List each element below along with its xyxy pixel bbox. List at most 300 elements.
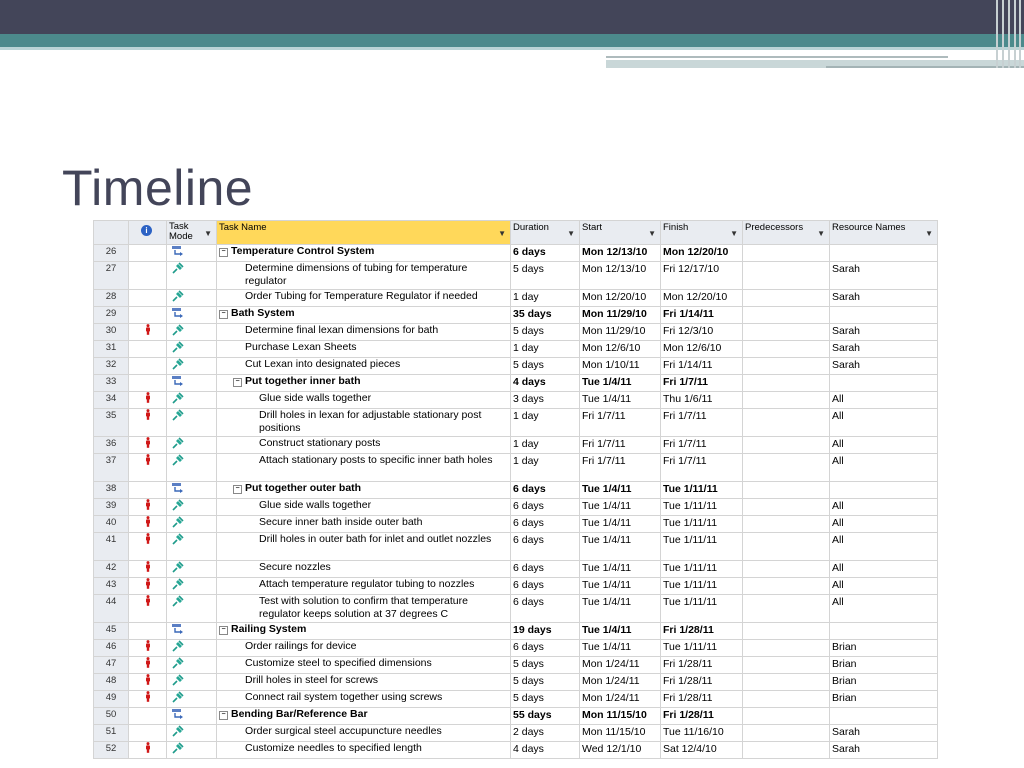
indicator-cell[interactable] [129,691,167,708]
task-name-cell[interactable] [217,409,511,437]
task-row[interactable] [94,623,938,640]
duration-cell[interactable]: 5 days [511,262,580,290]
resource-names-header[interactable]: Resource Names ▼ [830,221,938,245]
task-id[interactable]: 50 [94,708,129,725]
finish-cell[interactable]: Fri 12/17/10 [661,262,743,290]
indicator-cell[interactable] [129,392,167,409]
start-cell[interactable]: Tue 1/4/11 [580,640,661,657]
task-row[interactable] [94,561,938,578]
task-name-text: Connect rail system together using screws [245,691,443,703]
indicator-cell[interactable] [129,640,167,657]
task-row[interactable] [94,595,938,623]
predecessors-cell[interactable] [743,454,830,482]
indicator-cell[interactable] [129,454,167,482]
task-name-cell[interactable] [217,358,511,375]
indicator-cell[interactable] [129,742,167,759]
start-cell[interactable]: Tue 1/4/11 [580,623,661,640]
resource-names-cell[interactable]: Sarah [830,341,938,358]
indicator-cell[interactable] [129,290,167,307]
indicator-cell[interactable] [129,358,167,375]
finish-cell[interactable]: Fri 1/28/11 [661,708,743,725]
duration-cell[interactable]: 2 days [511,725,580,742]
duration-cell[interactable]: 6 days [511,516,580,533]
task-row[interactable] [94,742,938,759]
duration-cell[interactable]: 5 days [511,358,580,375]
task-row[interactable] [94,437,938,454]
task-id[interactable]: 36 [94,437,129,454]
indicator-cell[interactable] [129,623,167,640]
task-row[interactable] [94,691,938,708]
finish-cell[interactable]: Mon 12/20/10 [661,290,743,307]
indicator-cell[interactable] [129,324,167,341]
task-id[interactable]: 38 [94,482,129,499]
predecessors-cell[interactable] [743,640,830,657]
task-id[interactable]: 46 [94,640,129,657]
task-mode-cell[interactable] [167,561,217,578]
start-cell[interactable]: Tue 1/4/11 [580,375,661,392]
task-id[interactable]: 51 [94,725,129,742]
predecessors-cell[interactable] [743,341,830,358]
task-id[interactable]: 47 [94,657,129,674]
resource-names-cell[interactable]: All [830,533,938,561]
task-mode-cell[interactable] [167,262,217,290]
resource-names-cell[interactable] [830,708,938,725]
resource-names-cell[interactable]: Brian [830,657,938,674]
task-id[interactable]: 34 [94,392,129,409]
task-name-cell[interactable] [217,392,511,409]
finish-header[interactable]: Finish ▼ [661,221,743,245]
duration-cell[interactable]: 4 days [511,375,580,392]
task-name-cell[interactable] [217,578,511,595]
task-mode-cell[interactable] [167,392,217,409]
task-row[interactable] [94,324,938,341]
start-cell[interactable]: Mon 12/13/10 [580,262,661,290]
duration-cell[interactable]: 19 days [511,623,580,640]
task-id[interactable]: 40 [94,516,129,533]
task-name-cell[interactable] [217,640,511,657]
duration-cell[interactable]: 1 day [511,409,580,437]
predecessors-cell[interactable] [743,674,830,691]
finish-cell[interactable]: Fri 1/14/11 [661,358,743,375]
duration-cell[interactable]: 6 days [511,640,580,657]
resource-names-cell[interactable]: Sarah [830,358,938,375]
resource-names-cell[interactable]: Sarah [830,290,938,307]
task-mode-cell[interactable] [167,742,217,759]
predecessors-cell[interactable] [743,307,830,324]
task-mode-cell[interactable] [167,674,217,691]
indicator-cell[interactable] [129,674,167,691]
task-name-cell[interactable] [217,454,511,482]
person-indicator-icon [131,595,164,610]
finish-cell[interactable]: Fri 1/14/11 [661,307,743,324]
predecessors-cell[interactable] [743,516,830,533]
predecessors-cell[interactable] [743,533,830,561]
resource-names-cell[interactable]: All [830,561,938,578]
predecessors-cell[interactable] [743,657,830,674]
resource-names-cell[interactable]: All [830,392,938,409]
predecessors-cell[interactable] [743,392,830,409]
duration-cell[interactable]: 35 days [511,307,580,324]
predecessors-cell[interactable] [743,262,830,290]
predecessors-cell[interactable] [743,290,830,307]
duration-header[interactable]: Duration ▼ [511,221,580,245]
start-cell[interactable]: Fri 1/7/11 [580,437,661,454]
task-name-cell[interactable] [217,482,511,499]
task-mode-cell[interactable] [167,482,217,499]
task-id[interactable]: 52 [94,742,129,759]
task-id[interactable]: 27 [94,262,129,290]
task-mode-cell[interactable] [167,409,217,437]
dropdown-arrow-icon[interactable]: ▼ [498,229,506,238]
task-row[interactable] [94,392,938,409]
start-cell[interactable]: Tue 1/4/11 [580,561,661,578]
duration-cell[interactable]: 6 days [511,561,580,578]
task-name-header[interactable]: Task Name ▼ [217,221,511,245]
finish-cell[interactable]: Thu 1/6/11 [661,392,743,409]
task-name-cell[interactable] [217,561,511,578]
dropdown-arrow-icon[interactable]: ▼ [204,229,212,238]
task-row[interactable] [94,725,938,742]
task-mode-cell[interactable] [167,324,217,341]
task-row[interactable] [94,409,938,437]
finish-cell[interactable]: Fri 1/28/11 [661,657,743,674]
resource-names-cell[interactable]: Sarah [830,262,938,290]
start-cell[interactable]: Mon 11/15/10 [580,725,661,742]
finish-cell[interactable]: Fri 1/28/11 [661,623,743,640]
task-id[interactable]: 35 [94,409,129,437]
indicator-cell[interactable] [129,533,167,561]
start-cell[interactable]: Tue 1/4/11 [580,499,661,516]
task-id[interactable]: 44 [94,595,129,623]
collapse-toggle[interactable]: − [219,248,228,257]
task-row[interactable] [94,307,938,324]
task-row[interactable] [94,533,938,561]
resource-names-cell[interactable]: Sarah [830,324,938,341]
task-mode-cell[interactable] [167,437,217,454]
task-id[interactable]: 41 [94,533,129,561]
task-row[interactable] [94,516,938,533]
task-mode-cell[interactable] [167,623,217,640]
task-id[interactable]: 31 [94,341,129,358]
indicator-cell[interactable] [129,245,167,262]
indicator-cell[interactable] [129,516,167,533]
collapse-toggle[interactable]: − [219,711,228,720]
resource-names-cell[interactable]: Sarah [830,725,938,742]
task-mode-cell[interactable] [167,595,217,623]
predecessors-cell[interactable] [743,358,830,375]
task-name-cell[interactable] [217,725,511,742]
collapse-toggle[interactable]: − [233,378,242,387]
resource-names-cell[interactable] [830,245,938,262]
finish-cell[interactable]: Tue 1/11/11 [661,499,743,516]
task-id[interactable]: 48 [94,674,129,691]
duration-cell[interactable]: 5 days [511,657,580,674]
finish-cell[interactable]: Tue 1/11/11 [661,561,743,578]
dropdown-arrow-icon[interactable]: ▼ [817,229,825,238]
resource-names-cell[interactable]: All [830,516,938,533]
task-name-cell[interactable] [217,341,511,358]
finish-cell[interactable]: Fri 1/7/11 [661,375,743,392]
indicator-cell[interactable] [129,341,167,358]
task-id[interactable]: 43 [94,578,129,595]
resource-names-cell[interactable]: All [830,437,938,454]
duration-cell[interactable]: 4 days [511,742,580,759]
duration-cell[interactable]: 6 days [511,595,580,623]
task-name-cell[interactable] [217,307,511,324]
finish-cell[interactable]: Tue 1/11/11 [661,578,743,595]
finish-cell[interactable]: Fri 1/28/11 [661,691,743,708]
predecessors-cell[interactable] [743,623,830,640]
resource-names-cell[interactable]: All [830,454,938,482]
indicator-cell[interactable] [129,708,167,725]
dropdown-arrow-icon[interactable]: ▼ [730,229,738,238]
indicator-cell[interactable] [129,409,167,437]
duration-cell[interactable]: 6 days [511,245,580,262]
task-row[interactable] [94,657,938,674]
predecessors-cell[interactable] [743,742,830,759]
task-name-text: Customize needles to specified length [245,742,422,754]
task-id[interactable]: 28 [94,290,129,307]
start-cell[interactable]: Mon 1/24/11 [580,657,661,674]
task-mode-cell[interactable] [167,708,217,725]
dropdown-arrow-icon[interactable]: ▼ [648,229,656,238]
indicator-cell[interactable] [129,307,167,324]
task-name-cell[interactable] [217,674,511,691]
task-mode-cell[interactable] [167,516,217,533]
indicator-cell[interactable] [129,482,167,499]
task-row[interactable] [94,674,938,691]
resource-names-cell[interactable] [830,375,938,392]
task-name-cell[interactable] [217,708,511,725]
collapse-toggle[interactable]: − [233,485,242,494]
task-name-cell[interactable] [217,742,511,759]
predecessors-cell[interactable] [743,375,830,392]
resource-names-cell[interactable]: All [830,409,938,437]
task-name-cell[interactable] [217,623,511,640]
resource-names-cell[interactable]: All [830,595,938,623]
resource-names-cell[interactable] [830,482,938,499]
info-header[interactable] [129,221,167,245]
finish-cell[interactable]: Tue 11/16/10 [661,725,743,742]
collapse-toggle[interactable]: − [219,626,228,635]
task-id[interactable]: 30 [94,324,129,341]
task-name-cell[interactable] [217,437,511,454]
task-name-cell[interactable] [217,324,511,341]
start-cell[interactable]: Mon 1/10/11 [580,358,661,375]
duration-cell[interactable]: 6 days [511,499,580,516]
task-mode-cell[interactable] [167,640,217,657]
finish-cell[interactable]: Mon 12/20/10 [661,245,743,262]
task-row[interactable] [94,640,938,657]
task-id[interactable]: 42 [94,561,129,578]
task-name-cell[interactable] [217,262,511,290]
resource-names-cell[interactable]: All [830,499,938,516]
task-mode-cell[interactable] [167,341,217,358]
duration-cell[interactable]: 5 days [511,691,580,708]
task-row[interactable] [94,262,938,290]
start-cell[interactable]: Mon 12/6/10 [580,341,661,358]
predecessors-cell[interactable] [743,499,830,516]
start-cell[interactable]: Tue 1/4/11 [580,595,661,623]
start-cell[interactable]: Mon 11/29/10 [580,307,661,324]
task-mode-cell[interactable] [167,307,217,324]
task-mode-cell[interactable] [167,375,217,392]
start-cell[interactable]: Mon 11/15/10 [580,708,661,725]
indicator-cell[interactable] [129,499,167,516]
task-mode-cell[interactable] [167,725,217,742]
task-mode-header[interactable]: Task Mode ▼ [167,221,217,245]
task-name-text: Test with solution to confirm that temperature regulator keeps solution at 37 degrees C [259,595,468,620]
indicator-cell[interactable] [129,375,167,392]
dropdown-arrow-icon[interactable]: ▼ [567,229,575,238]
task-mode-cell[interactable] [167,499,217,516]
task-name-cell[interactable] [217,533,511,561]
task-name-cell[interactable] [217,595,511,623]
resource-names-cell[interactable]: Brian [830,691,938,708]
task-mode-cell[interactable] [167,454,217,482]
task-name-cell[interactable] [217,245,511,262]
resource-names-cell[interactable]: Sarah [830,742,938,759]
task-mode-cell[interactable] [167,245,217,262]
task-row[interactable] [94,375,938,392]
start-cell[interactable]: Mon 12/13/10 [580,245,661,262]
task-id[interactable]: 32 [94,358,129,375]
predecessors-cell[interactable] [743,437,830,454]
pin-icon [169,499,214,515]
collapse-toggle[interactable]: − [219,310,228,319]
indicator-cell[interactable] [129,578,167,595]
task-row[interactable] [94,358,938,375]
duration-cell[interactable]: 1 day [511,437,580,454]
finish-cell[interactable]: Tue 1/11/11 [661,595,743,623]
start-cell[interactable]: Tue 1/4/11 [580,482,661,499]
start-cell[interactable]: Mon 1/24/11 [580,674,661,691]
start-cell[interactable]: Tue 1/4/11 [580,578,661,595]
indicator-cell[interactable] [129,595,167,623]
indicator-cell[interactable] [129,262,167,290]
indicator-cell[interactable] [129,561,167,578]
finish-cell[interactable]: Fri 1/7/11 [661,437,743,454]
duration-cell[interactable]: 3 days [511,392,580,409]
start-cell[interactable]: Mon 1/24/11 [580,691,661,708]
finish-cell[interactable]: Sat 12/4/10 [661,742,743,759]
resource-names-cell[interactable]: Brian [830,674,938,691]
task-mode-cell[interactable] [167,358,217,375]
predecessors-cell[interactable] [743,482,830,499]
task-name-cell[interactable] [217,375,511,392]
predecessors-cell[interactable] [743,691,830,708]
predecessors-header[interactable]: Predecessors ▼ [743,221,830,245]
task-id[interactable]: 49 [94,691,129,708]
start-cell[interactable]: Mon 11/29/10 [580,324,661,341]
resource-names-cell[interactable]: All [830,578,938,595]
task-row[interactable] [94,578,938,595]
task-mode-cell[interactable] [167,578,217,595]
indicator-cell[interactable] [129,725,167,742]
finish-cell[interactable]: Fri 1/28/11 [661,674,743,691]
finish-cell[interactable]: Tue 1/11/11 [661,516,743,533]
task-name-cell[interactable] [217,657,511,674]
task-name-cell[interactable] [217,499,511,516]
duration-cell[interactable]: 6 days [511,533,580,561]
task-id[interactable]: 37 [94,454,129,482]
task-row[interactable] [94,454,938,482]
duration-cell[interactable]: 5 days [511,674,580,691]
task-name-text: Secure inner bath inside outer bath [259,516,423,528]
task-id[interactable]: 26 [94,245,129,262]
task-row[interactable] [94,245,938,262]
duration-cell[interactable]: 1 day [511,454,580,482]
task-row[interactable] [94,708,938,725]
predecessors-cell[interactable] [743,595,830,623]
resource-names-cell[interactable]: Brian [830,640,938,657]
duration-cell[interactable]: 6 days [511,578,580,595]
start-header[interactable]: Start ▼ [580,221,661,245]
finish-cell[interactable]: Fri 1/7/11 [661,454,743,482]
resource-names-cell[interactable] [830,623,938,640]
finish-cell[interactable]: Tue 1/11/11 [661,482,743,499]
finish-cell[interactable]: Fri 1/7/11 [661,409,743,437]
predecessors-cell[interactable] [743,245,830,262]
pin-icon [169,392,214,408]
start-cell[interactable]: Mon 12/20/10 [580,290,661,307]
task-mode-cell[interactable] [167,290,217,307]
start-cell[interactable]: Wed 12/1/10 [580,742,661,759]
duration-cell[interactable]: 5 days [511,324,580,341]
finish-cell[interactable]: Tue 1/11/11 [661,640,743,657]
predecessors-cell[interactable] [743,324,830,341]
task-id[interactable]: 33 [94,375,129,392]
predecessors-cell[interactable] [743,725,830,742]
dropdown-arrow-icon[interactable]: ▼ [925,229,933,238]
task-name-cell[interactable] [217,691,511,708]
task-id[interactable]: 29 [94,307,129,324]
task-row[interactable] [94,290,938,307]
finish-cell[interactable]: Mon 12/6/10 [661,341,743,358]
start-cell[interactable]: Tue 1/4/11 [580,533,661,561]
start-cell[interactable]: Tue 1/4/11 [580,392,661,409]
predecessors-cell[interactable] [743,561,830,578]
duration-cell[interactable]: 55 days [511,708,580,725]
predecessors-cell[interactable] [743,708,830,725]
resource-names-cell[interactable] [830,307,938,324]
finish-cell[interactable]: Fri 12/3/10 [661,324,743,341]
start-cell[interactable]: Fri 1/7/11 [580,409,661,437]
start-cell[interactable]: Fri 1/7/11 [580,454,661,482]
task-mode-cell[interactable] [167,657,217,674]
duration-cell[interactable]: 6 days [511,482,580,499]
predecessors-cell[interactable] [743,578,830,595]
task-name-text: Cut Lexan into designated pieces [245,358,401,370]
task-id[interactable]: 45 [94,623,129,640]
task-row[interactable] [94,341,938,358]
task-mode-cell[interactable] [167,691,217,708]
start-cell[interactable]: Tue 1/4/11 [580,516,661,533]
indicator-cell[interactable] [129,437,167,454]
duration-cell[interactable]: 1 day [511,290,580,307]
indicator-cell[interactable] [129,657,167,674]
task-id[interactable]: 39 [94,499,129,516]
task-mode-cell[interactable] [167,533,217,561]
task-name-cell[interactable] [217,516,511,533]
pin-icon [169,324,214,340]
duration-cell[interactable]: 1 day [511,341,580,358]
predecessors-cell[interactable] [743,409,830,437]
task-row[interactable] [94,499,938,516]
task-row[interactable] [94,482,938,499]
task-name-cell[interactable] [217,290,511,307]
finish-cell[interactable]: Tue 1/11/11 [661,533,743,561]
